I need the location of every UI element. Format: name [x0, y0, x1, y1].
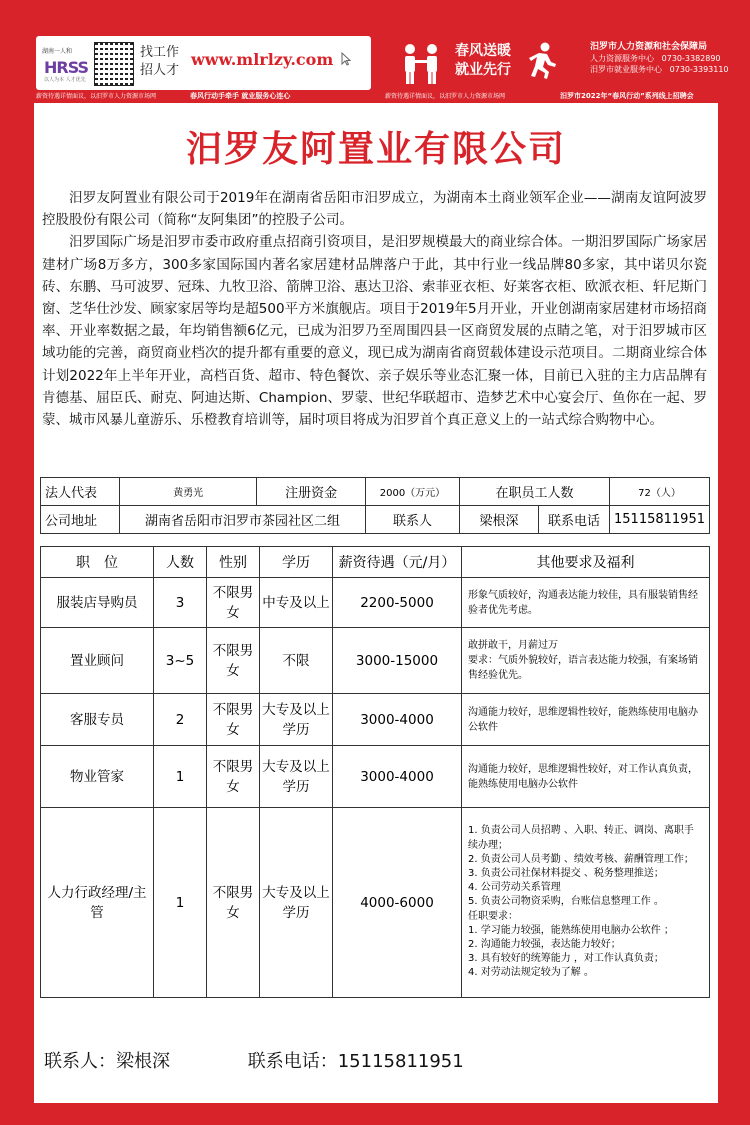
job-education: 大专及以上学历	[260, 746, 333, 808]
col-header-count: 人数	[154, 547, 207, 578]
col-header-position: 职 位	[41, 547, 154, 578]
intro-paragraph: 汨罗友阿置业有限公司于2019年在湖南省岳阳市汨罗成立，为湖南本土商业领军企业——湖南友谊阿波罗控股股份有限公司（简称“友阿集团”的控股子公司。	[42, 190, 707, 229]
campaign-slogan	[455, 42, 511, 80]
job-education: 大专及以上学历	[260, 694, 333, 746]
bureau-name: 汨罗市人力资源和社会保障局	[590, 42, 708, 52]
job-salary: 2200-5000	[333, 578, 462, 628]
bureau-info	[590, 42, 729, 75]
address-value: 湖南省岳阳市汨罗市茶园社区二组	[120, 506, 366, 534]
poster-body	[34, 103, 718, 1103]
legal-rep-value: 黄勇光	[120, 478, 257, 506]
footer-phone[interactable]: 联系电话：15115811951	[247, 1051, 464, 1072]
phone-label: 联系电话	[538, 506, 609, 534]
job-position: 物业管家	[41, 746, 154, 808]
job-gender: 不限男女	[207, 694, 260, 746]
logo-sub-text: 以人为本 人才优先	[44, 77, 86, 83]
job-education: 中专及以上	[260, 578, 333, 628]
job-position: 客服专员	[41, 694, 154, 746]
legal-rep-label: 法人代表	[41, 478, 120, 506]
job-count: 1	[154, 808, 207, 998]
job-gender: 不限男女	[207, 746, 260, 808]
job-count: 1	[154, 746, 207, 808]
runner-icon	[527, 42, 557, 80]
col-header-gender: 性别	[207, 547, 260, 578]
market-name: 人力资源服务中心	[590, 54, 654, 63]
footer-contact	[44, 1047, 464, 1073]
col-header-requirements: 其他要求及福利	[462, 547, 710, 578]
slogan-line2: 就业先行	[455, 62, 511, 78]
job-education: 大专及以上学历	[260, 808, 333, 998]
job-count: 3~5	[154, 628, 207, 694]
employ-center-phone: 0730-3393110	[669, 65, 729, 74]
intro-paragraph: 汨罗国际广场是汨罗市委市政府重点招商引资项目，是汨罗规模最大的商业综合体。一期汨罗国际广场家居建材广场8万多方，300多家国际国内著名家居建材品牌落户于此，其中行业一线品牌80多家，其中诺贝尔瓷砖、东鹏、马可波罗、冠珠、九牧卫浴、箭牌卫浴、惠达卫浴、索菲亚衣柜、好莱客衣柜、欧派衣柜、轩尼斯门窗、芝华仕沙发、顾家家居等均是超500平方米旗舰店。项目于2019年5月开业，开业创湖南家居建材市场招商率、开业率数据之最，年均销售额6亿元，已成为汨罗乃至周围四县一区商贸发展的点睛之笔，对于汨罗城市区域功能的完善，商贸商业档次的提升都有重要的意义，现已成为湖南省商贸载体建设示范项目。二期商业综合体计划2022年上半年开业，高档百货、超市、特色餐饮、亲子娱乐等业态汇聚一体，目前已入驻的主力店品牌有肯德基、屈臣氏、耐克、阿迪达斯、Champion、罗蒙、世纪华联超市、造梦艺术中心宴会厅、鱼你在一起、罗蒙、城市风暴儿童游乐、乐橙教育培训等，届时项目将成为汨罗首个真正意义上的一站式综合购物中心。	[42, 234, 707, 429]
cursor-icon	[341, 52, 351, 66]
job-gender: 不限男女	[207, 808, 260, 998]
site-url[interactable]: www.mlrlzy.com	[191, 50, 334, 69]
col-header-education: 学历	[260, 547, 333, 578]
table-row	[41, 578, 710, 628]
staff-value: 72（人）	[609, 478, 709, 506]
job-requirements: 形象气质较好，沟通表达能力较佳，具有服装销售经验者优先考虑。	[462, 578, 710, 628]
job-salary: 3000-15000	[333, 628, 462, 694]
col-header-salary: 薪资待遇（元/月）	[333, 547, 462, 578]
table-row	[41, 628, 710, 694]
recruitment-site-banner	[36, 36, 371, 90]
capital-label: 注册资金	[257, 478, 366, 506]
subbar-left-slogan: 春风行动手牵手 就业服务心连心	[190, 92, 291, 100]
footer-contact-person: 联系人：梁根深	[44, 1051, 170, 1072]
table-row	[41, 808, 710, 998]
job-call-line2: 招人才	[140, 63, 180, 78]
qr-code-icon	[94, 42, 134, 86]
jobs-table	[40, 546, 710, 998]
job-position: 人力行政经理/主管	[41, 808, 154, 998]
page-header	[0, 0, 750, 100]
table-row	[41, 694, 710, 746]
job-education: 不限	[260, 628, 333, 694]
company-intro	[42, 187, 707, 431]
spring-campaign-banner	[385, 36, 729, 90]
market-phone: 0730-3382890	[661, 54, 721, 63]
jobs-header-row	[41, 547, 710, 578]
job-gender: 不限男女	[207, 628, 260, 694]
job-salary: 4000-6000	[333, 808, 462, 998]
subbar-left-note: 薪资待遇详情面议，以汨罗市人力资源市场网	[36, 93, 157, 100]
job-salary: 3000-4000	[333, 746, 462, 808]
hrss-logo	[42, 44, 92, 82]
job-call-line1: 找工作	[140, 45, 180, 60]
job-gender: 不限男女	[207, 578, 260, 628]
contact-label: 联系人	[365, 506, 459, 534]
company-info-table	[40, 477, 710, 534]
slogan-line1: 春风送暖	[455, 43, 511, 59]
subbar-right-campaign: 汨罗市2022年“春风行动”系列线上招聘会	[560, 92, 694, 100]
job-requirements: 1. 负责公司人员招聘 、入职、转正、调岗、离职手续办理； 2. 负责公司人员考勤 、绩效考核、薪酬管理工作； 3. 负责公司社保材料提交 、税务整理推送； 4. 公司劳动关系管理 5. 负责公司物资采购，台账信息整理工作 。 任职要求： 1. 学习能力较强，能熟练使用电脑办公软件 ； 2. 沟通能力较强，表达能力较好； 3. 具有较好的统筹能力 ，对工作认真负责； 4. 对劳动法规定较为了解 。	[462, 808, 710, 998]
job-salary: 3000-4000	[333, 694, 462, 746]
job-count: 3	[154, 578, 207, 628]
logo-text: HRSS	[44, 58, 89, 77]
phone-value: 15115811951	[609, 506, 709, 534]
subbar-right-note: 薪资待遇详情面议，以汨罗市人力资源市场网	[385, 93, 506, 100]
table-row	[41, 746, 710, 808]
job-requirements: 沟通能力较好，思维逻辑性较好，对工作认真负责，能熟练使用电脑办公软件	[462, 746, 710, 808]
handshake-people-icon	[399, 42, 443, 86]
job-call	[140, 44, 179, 80]
job-position: 置业顾问	[41, 628, 154, 694]
job-position: 服装店导购员	[41, 578, 154, 628]
staff-label: 在职员工人数	[459, 478, 609, 506]
job-requirements: 敢拼敢干，月薪过万 要求：气质外貌较好，语言表达能力较强，有案场销售经验优先。	[462, 628, 710, 694]
logo-top-text: 湖南一人和	[42, 48, 73, 55]
company-title: 汨罗友阿置业有限公司	[185, 129, 566, 170]
employ-center-name: 汨罗市就业服务中心	[590, 65, 662, 74]
job-count: 2	[154, 694, 207, 746]
capital-value: 2000（万元）	[365, 478, 459, 506]
job-requirements: 沟通能力较好，思维逻辑性较好，能熟练使用电脑办公软件	[462, 694, 710, 746]
contact-value: 梁根深	[459, 506, 538, 534]
address-label: 公司地址	[41, 506, 120, 534]
